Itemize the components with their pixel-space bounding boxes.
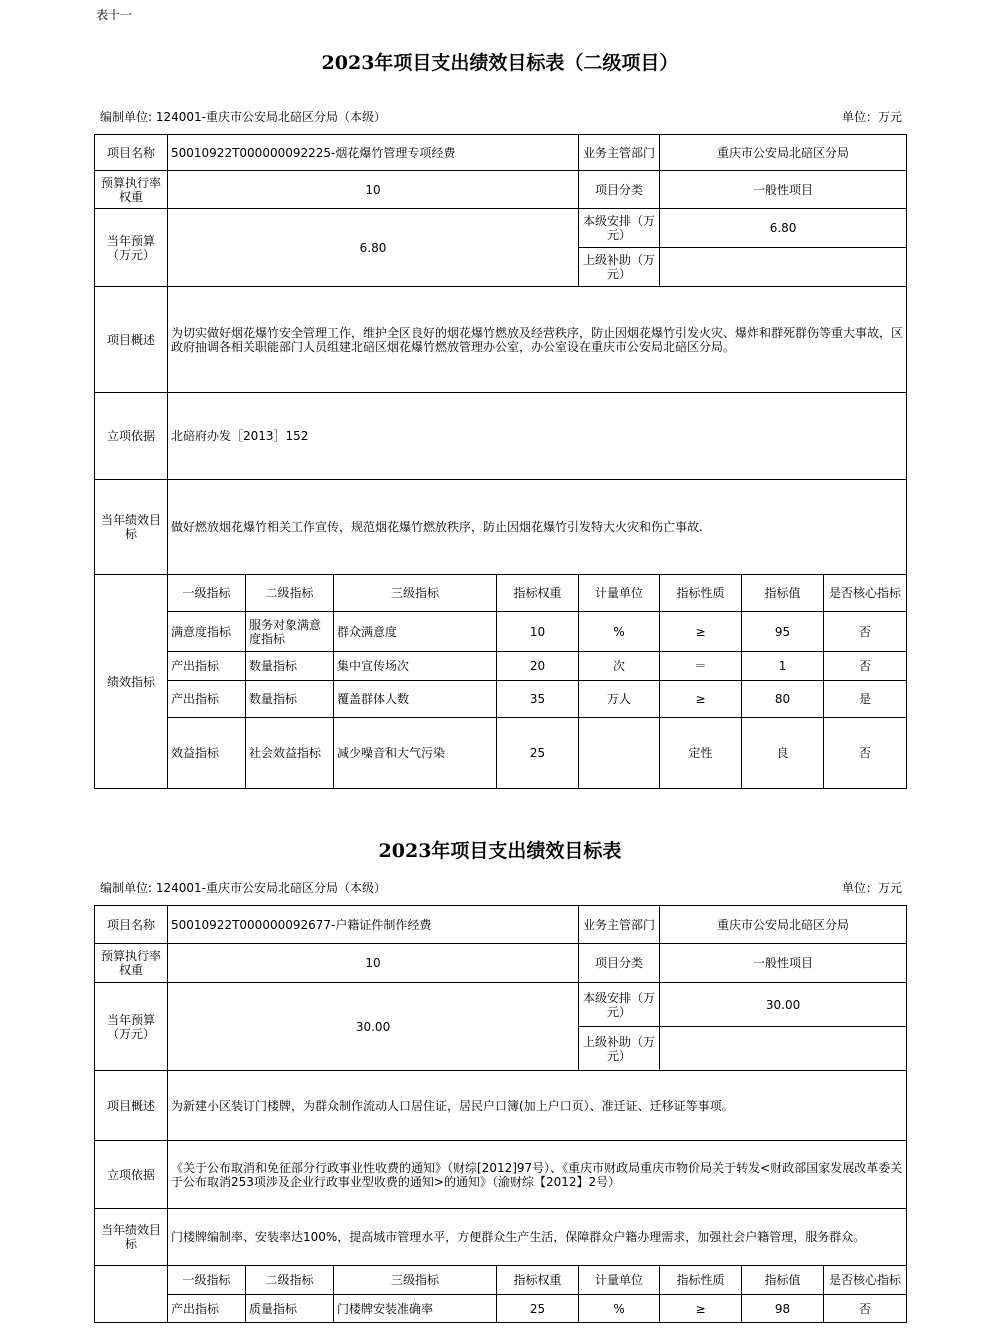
- subsidy-label: 上级补助（万元）: [579, 1027, 660, 1071]
- cell-level3: 集中宣传场次: [334, 652, 497, 681]
- cell-level2: 数量指标: [246, 652, 334, 681]
- indicator-header: 计量单位: [579, 575, 660, 612]
- cell-level3: 群众满意度: [334, 612, 497, 652]
- cell-level3: 门楼牌安装准确率: [334, 1295, 497, 1323]
- section1-title: 2023年项目支出绩效目标表（二级项目）: [321, 52, 679, 74]
- cell-unit: [579, 718, 660, 789]
- cell-weight: 25: [497, 1295, 579, 1323]
- goal-label: 当年绩效目标: [95, 1209, 168, 1266]
- basis-label: 立项依据: [95, 393, 168, 480]
- indicator-header: 一级指标: [168, 1266, 246, 1295]
- subsidy-value: [660, 248, 907, 287]
- budget-label: 当年预算（万元）: [95, 209, 168, 287]
- local-value: 30.00: [660, 983, 907, 1027]
- table-row: [95, 1295, 907, 1323]
- section1-table: [94, 134, 907, 789]
- budget-label: 当年预算（万元）: [95, 983, 168, 1071]
- goal-value: 做好燃放烟花爆竹相关工作宣传，规范烟花爆竹燃放秩序，防止因烟花爆竹引发特大火灾和伤亡事故.: [168, 480, 907, 575]
- cell-value: 80: [742, 681, 824, 718]
- weight-label: 预算执行率权重: [95, 171, 168, 209]
- indicators-label: [95, 1266, 168, 1323]
- cell-level3: 覆盖群体人数: [334, 681, 497, 718]
- budget-value: 6.80: [168, 209, 579, 287]
- subsidy-label: 上级补助（万元）: [579, 248, 660, 287]
- cell-core: 否: [824, 612, 907, 652]
- cell-level2: 数量指标: [246, 681, 334, 718]
- project-name-label: 项目名称: [95, 135, 168, 171]
- category-value: 一般性项目: [660, 171, 907, 209]
- cell-nature: ＝: [660, 652, 742, 681]
- table-row: [95, 652, 907, 681]
- section1-unit: 单位：万元: [841, 110, 902, 124]
- table-row: [95, 612, 907, 652]
- cell-core: 否: [824, 718, 907, 789]
- cell-value: 98: [742, 1295, 824, 1323]
- cell-nature: 定性: [660, 718, 742, 789]
- cell-level2: 社会效益指标: [246, 718, 334, 789]
- goal-label: 当年绩效目标: [95, 480, 168, 575]
- cell-level2: 服务对象满意度指标: [246, 612, 334, 652]
- indicator-header: 是否核心指标: [824, 575, 907, 612]
- indicator-header: 指标权重: [497, 575, 579, 612]
- weight-label: 预算执行率权重: [95, 944, 168, 983]
- overview-value: 为切实做好烟花爆竹安全管理工作，维护全区良好的烟花爆竹燃放及经营秩序，防止因烟花爆竹引发火灾、爆炸和群死群伤等重大事故，区政府抽调各相关职能部门人员组建北碚区烟花爆竹燃放管理办公室，办公室设在重庆市公安局北碚区分局。: [168, 287, 907, 393]
- indicator-header: 一级指标: [168, 575, 246, 612]
- cell-nature: ≥: [660, 612, 742, 652]
- subsidy-value: [660, 1027, 907, 1071]
- section2-table: [94, 905, 907, 1323]
- indicator-header: 指标值: [742, 1266, 824, 1295]
- cell-level2: 质量指标: [246, 1295, 334, 1323]
- cell-core: 否: [824, 652, 907, 681]
- indicator-header: 计量单位: [579, 1266, 660, 1295]
- basis-label: 立项依据: [95, 1141, 168, 1209]
- indicator-header: 指标值: [742, 575, 824, 612]
- cell-level1: 效益指标: [168, 718, 246, 789]
- project-name-label: 项目名称: [95, 906, 168, 944]
- dept-value: 重庆市公安局北碚区分局: [660, 906, 907, 944]
- table-number-label: 表十一: [96, 8, 133, 22]
- cell-value: 良: [742, 718, 824, 789]
- indicator-header: 二级指标: [246, 575, 334, 612]
- cell-level1: 产出指标: [168, 652, 246, 681]
- local-value: 6.80: [660, 209, 907, 248]
- indicator-header: 三级指标: [334, 1266, 497, 1295]
- section2-org: 编制单位: 124001-重庆市公安局北碚区分局（本级）: [100, 881, 386, 895]
- section2-unit: 单位：万元: [841, 881, 902, 895]
- cell-weight: 35: [497, 681, 579, 718]
- basis-value: 《关于公布取消和免征部分行政事业性收费的通知》（财综[2012]97号）、《重庆市财政局重庆市物价局关于转发<财政部国家发展改革委关于公布取消253项涉及企业行政事业型收费的通知>的通知》（渝财综【2012】2号）: [168, 1141, 907, 1209]
- basis-value: 北碚府办发［2013］152: [168, 393, 907, 480]
- cell-unit: %: [579, 612, 660, 652]
- cell-level3: 减少噪音和大气污染: [334, 718, 497, 789]
- cell-weight: 10: [497, 612, 579, 652]
- cell-nature: ≥: [660, 681, 742, 718]
- indicator-header: 三级指标: [334, 575, 497, 612]
- category-label: 项目分类: [579, 944, 660, 983]
- overview-label: 项目概述: [95, 1071, 168, 1141]
- cell-level1: 产出指标: [168, 681, 246, 718]
- weight-value: 10: [168, 944, 579, 983]
- indicator-header: 二级指标: [246, 1266, 334, 1295]
- overview-value: 为新建小区装订门楼牌，为群众制作流动人口居住证，居民户口簿(加上户口页）、准迁证、迁移证等事项。: [168, 1071, 907, 1141]
- cell-unit: %: [579, 1295, 660, 1323]
- cell-core: 否: [824, 1295, 907, 1323]
- budget-value: 30.00: [168, 983, 579, 1071]
- cell-core: 是: [824, 681, 907, 718]
- section2-title: 2023年项目支出绩效目标表: [378, 840, 622, 862]
- goal-value: 门楼牌编制率、安装率达100%，提高城市管理水平，方便群众生产生活，保障群众户籍办理需求，加强社会户籍管理，服务群众。: [168, 1209, 907, 1266]
- cell-nature: ≥: [660, 1295, 742, 1323]
- cell-unit: 万人: [579, 681, 660, 718]
- cell-weight: 25: [497, 718, 579, 789]
- dept-value: 重庆市公安局北碚区分局: [660, 135, 907, 171]
- cell-level1: 满意度指标: [168, 612, 246, 652]
- project-name-value: 50010922T000000092677-户籍证件制作经费: [168, 906, 579, 944]
- indicator-header: 指标权重: [497, 1266, 579, 1295]
- project-name-value: 50010922T000000092225-烟花爆竹管理专项经费: [168, 135, 579, 171]
- cell-unit: 次: [579, 652, 660, 681]
- indicator-header: 是否核心指标: [824, 1266, 907, 1295]
- dept-label: 业务主管部门: [579, 906, 660, 944]
- indicator-header: 指标性质: [660, 1266, 742, 1295]
- indicator-header: 指标性质: [660, 575, 742, 612]
- weight-value: 10: [168, 171, 579, 209]
- local-label: 本级安排（万元）: [579, 983, 660, 1027]
- cell-weight: 20: [497, 652, 579, 681]
- cell-value: 95: [742, 612, 824, 652]
- table-row: [95, 681, 907, 718]
- indicators-label: 绩效指标: [95, 575, 168, 789]
- category-value: 一般性项目: [660, 944, 907, 983]
- local-label: 本级安排（万元）: [579, 209, 660, 248]
- category-label: 项目分类: [579, 171, 660, 209]
- table-row: [95, 718, 907, 789]
- cell-level1: 产出指标: [168, 1295, 246, 1323]
- section1-org: 编制单位: 124001-重庆市公安局北碚区分局（本级）: [100, 110, 386, 124]
- overview-label: 项目概述: [95, 287, 168, 393]
- cell-value: 1: [742, 652, 824, 681]
- dept-label: 业务主管部门: [579, 135, 660, 171]
